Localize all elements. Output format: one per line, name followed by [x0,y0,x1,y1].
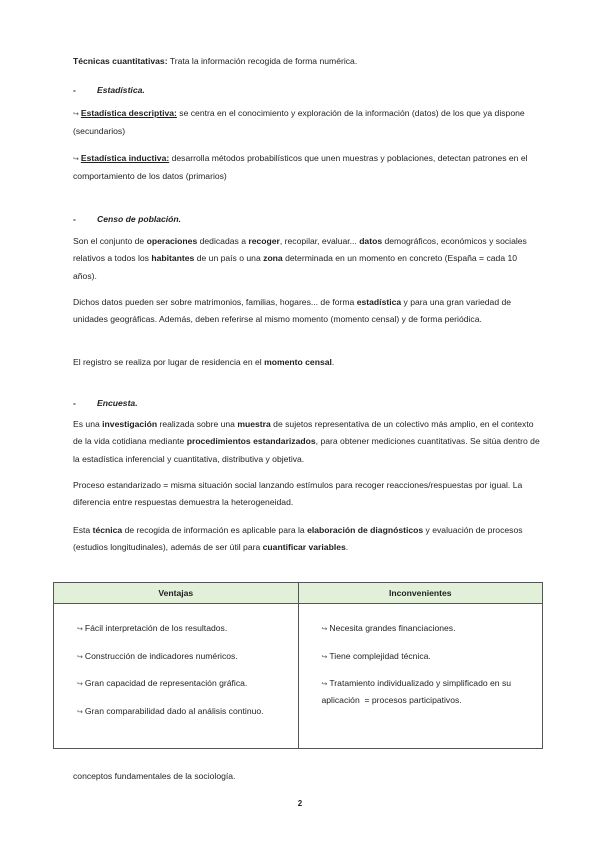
encuesta-paragraph-3: Esta técnica de recogida de información es aplicable para la elaboración de diagnósticos y evaluación de procesos (estudios longitudinales), además de ser útil para cuantificar variables. [73,525,523,553]
table-header-inconvenientes: Inconvenientes [298,583,543,604]
arrow-icon: ↪ [73,111,79,118]
arrow-icon: ↪ [77,653,83,661]
list-item: ↪ Construcción de indicadores numéricos. [77,650,238,661]
list-item: ↪ Necesita grandes financiaciones. [321,623,456,633]
inconvenientes-cell [298,604,543,749]
arrow-icon: ↪ [321,626,328,633]
estadistica-inductiva-paragraph: ↪ Estadística inductiva: desarrolla métodos probabilísticos que unen muestras y poblaciones, detectan patrones en el comportamiento de los datos (primarios) [73,153,528,182]
estadistica-descriptiva-paragraph: ↪ Estadística descriptiva: se centra en el conocimiento y exploración de la información (datos) de los que ya dispone (secundarios) [73,108,525,137]
intro-paragraph: Técnicas cuantitativas: Trata la información recogida de forma numérica. [73,56,358,66]
footer-text: conceptos fundamentales de la sociología. [73,771,236,781]
section-heading-censo: - Censo de población. [73,214,182,224]
arrow-icon: ↪ [321,681,328,688]
arrow-icon: ↪ [77,681,83,688]
section-heading-estadistica: - Estadística. [73,85,145,95]
ventajas-inconvenientes-table [53,582,543,749]
arrow-icon: ↪ [73,156,79,163]
arrow-icon: ↪ [77,626,83,633]
section-heading-encuesta: - Encuesta. [73,398,138,408]
arrow-icon: ↪ [321,653,328,661]
encuesta-paragraph-1: Es una investigación realizada sobre una muestra de sujetos representativa de un colectivo más amplio, en el contexto de la vida cotidiana mediante procedimientos estandarizados, para obtener mediciones cuantitativas. Se sitúa dentro de la estadística inferencial y cuantitativa, distributiva y objetiva. [73,419,540,464]
table-header-ventajas: Ventajas [54,583,299,604]
censo-paragraph-1: Son el conjunto de operaciones dedicadas a recoger, recopilar, evaluar... datos demográficos, económicos y sociales relativos a todos los habitantes de un país o una zona determinada en un momento en concreto (España = cada 10 años). [73,236,527,281]
arrow-icon: ↪ [77,708,83,716]
page-number: 2 [297,799,303,808]
encuesta-paragraph-2: Proceso estandarizado = misma situación social lanzando estímulos para recoger reacciones/respuestas por igual. La diferencia entre respuestas demuestra la heterogeneidad. [73,480,523,508]
list-item: ↪ Tiene complejidad técnica. [321,650,431,661]
censo-paragraph-2: Dichos datos pueden ser sobre matrimonios, familias, hogares... de forma estadística y para una gran variedad de unidades geográficas. Además, deben referirse al mismo momento (momento censal) y de forma periódica. [73,297,512,325]
list-item: ↪ Tratamiento individualizado y simplificado en su aplicación = procesos participativos. [321,678,543,705]
intro-title: Técnicas cuantitativas: [73,56,168,66]
list-item: ↪ Gran capacidad de representación gráfica. [77,678,248,688]
ventajas-cell [54,604,299,749]
censo-paragraph-3: El registro se realiza por lugar de residencia en el momento censal. [73,357,335,367]
list-item: ↪ Fácil interpretación de los resultados. [77,623,228,633]
list-item: ↪ Gran comparabilidad dado al análisis continuo. [77,705,264,716]
